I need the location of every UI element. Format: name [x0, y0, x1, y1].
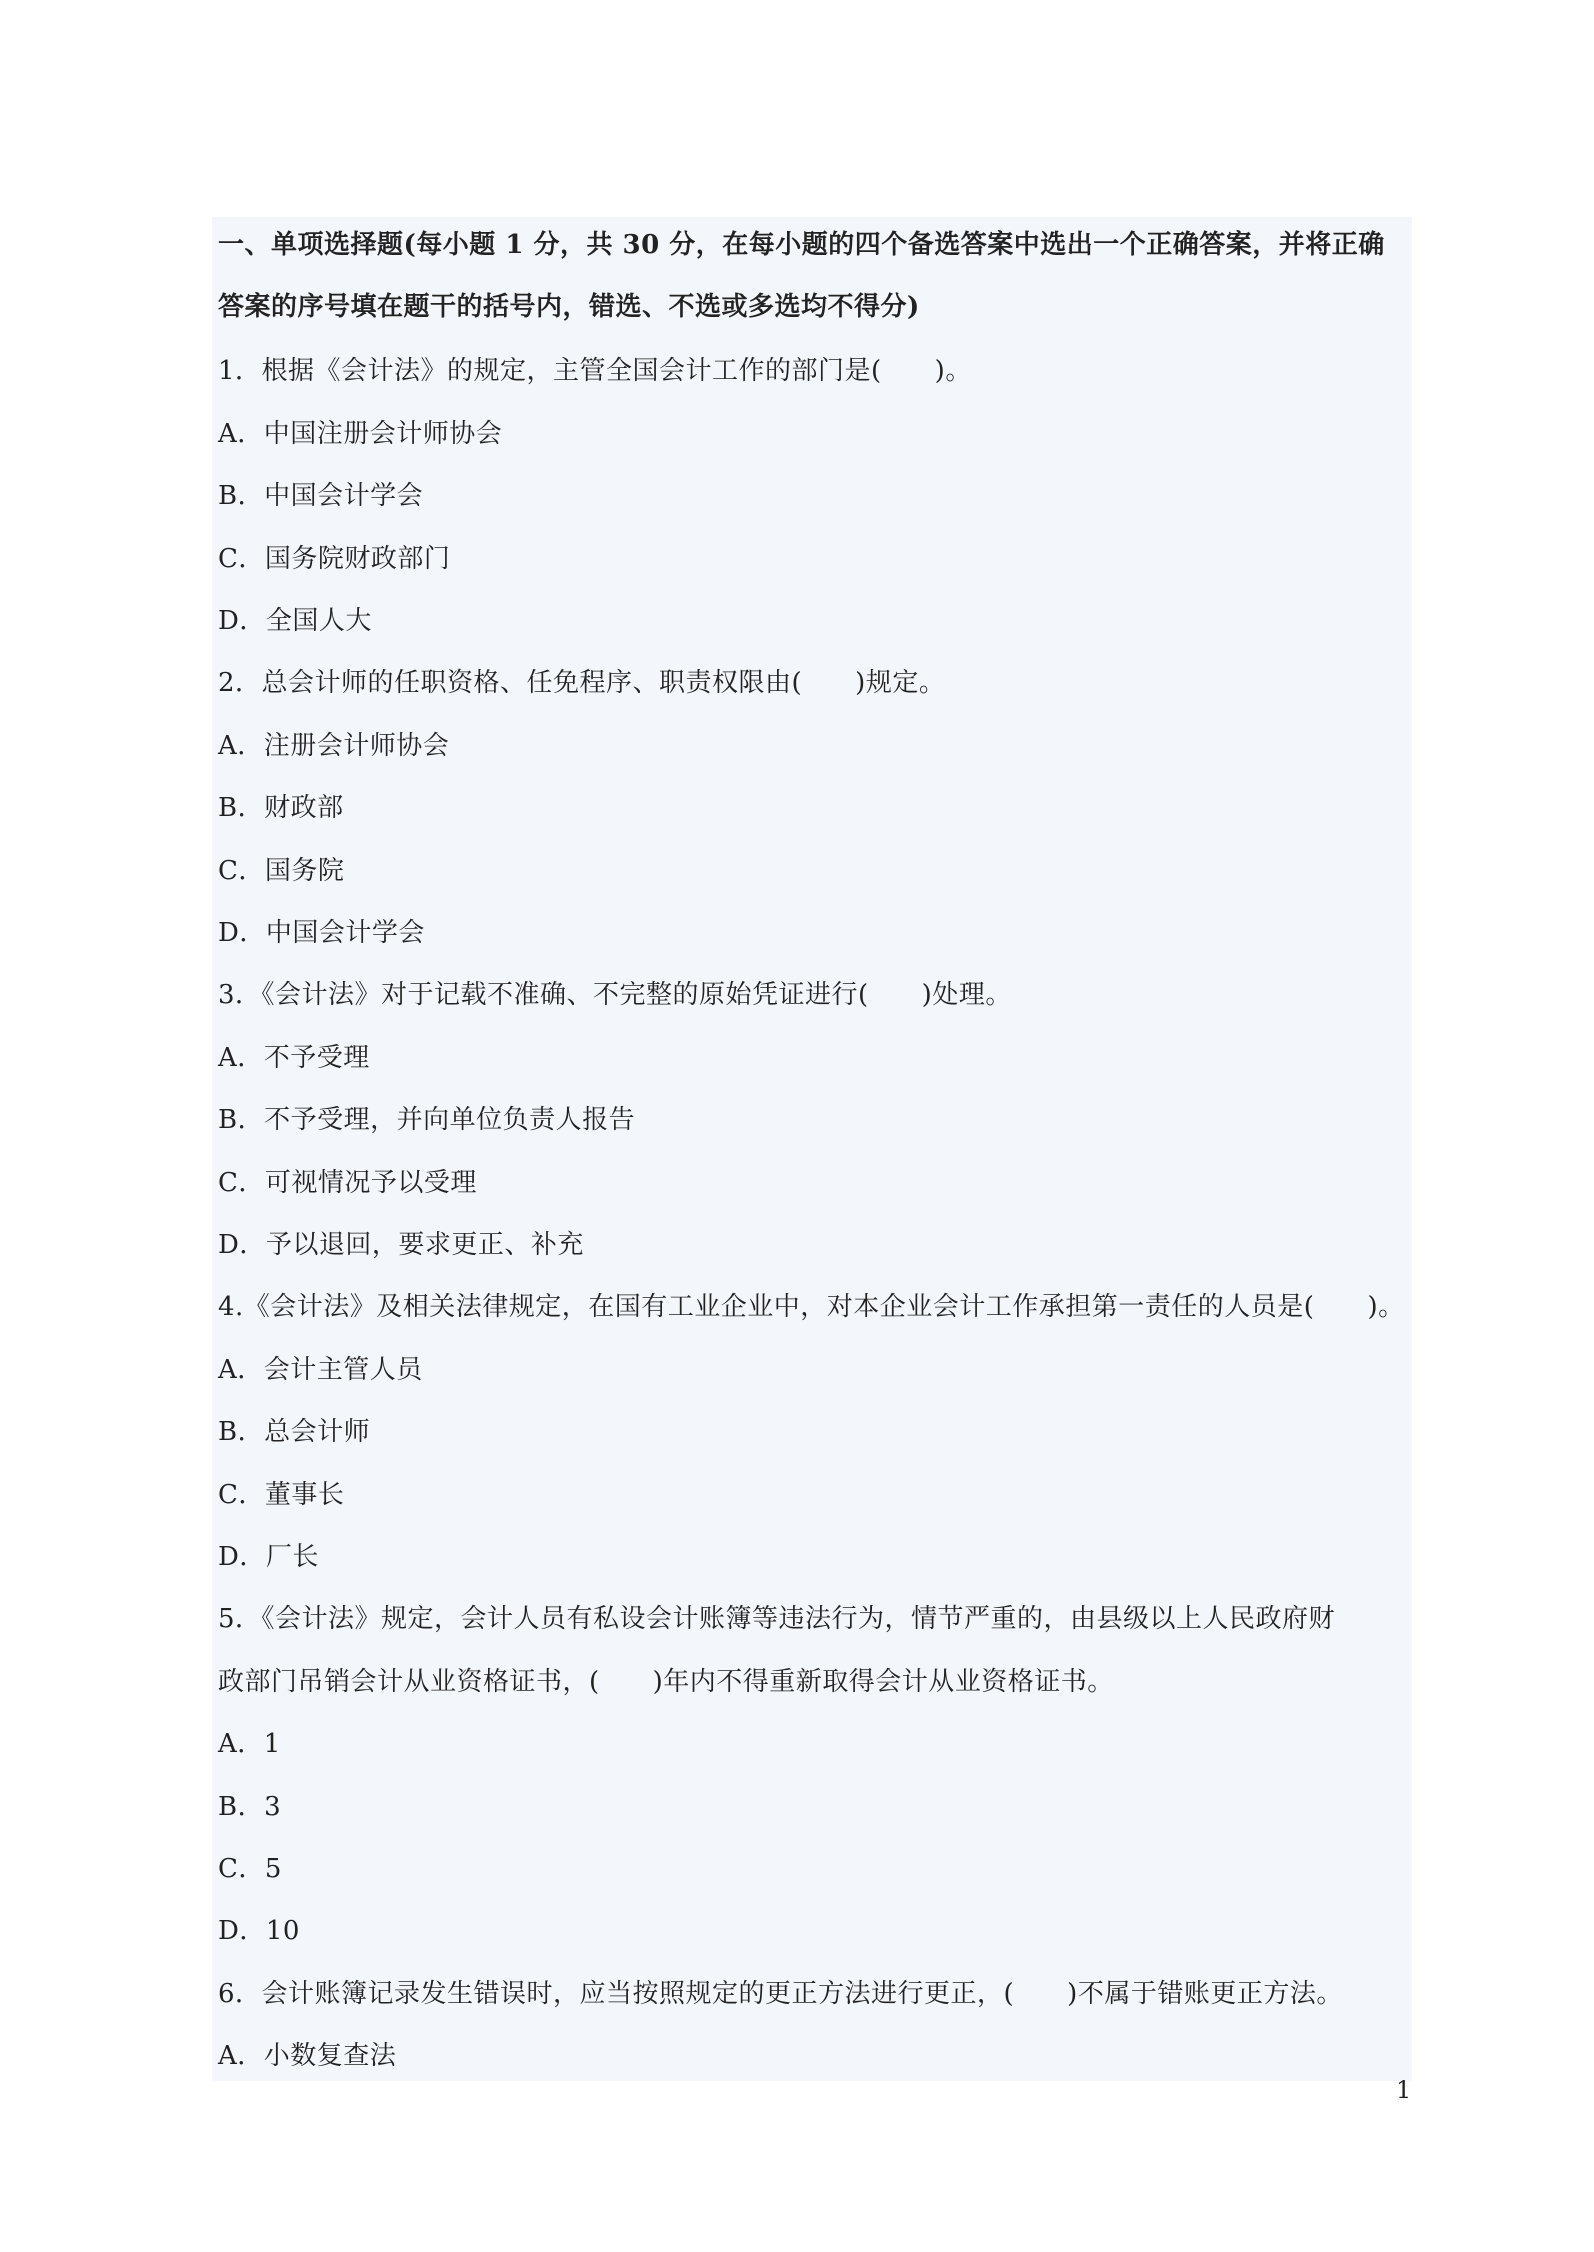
question-4-option-a: A．会计主管人员: [218, 1355, 423, 1385]
question-4-option-d: D．厂长: [218, 1542, 319, 1572]
question-2-option-b: B．财政部: [218, 793, 344, 823]
question-5-stem-line-1: 5．《会计法》规定，会计人员有私设会计账簿等违法行为，情节严重的，由县级以上人民政府财: [218, 1604, 1336, 1634]
question-4-stem: 4.《会计法》及相关法律规定，在国有工业企业中，对本企业会计工作承担第一责任的人员是( )。: [218, 1292, 1405, 1322]
question-2-stem: 2．总会计师的任职资格、任免程序、职责权限由( )规定。: [218, 668, 946, 698]
question-4-option-b: B．总会计师: [218, 1417, 371, 1447]
question-1-option-c: C．国务院财政部门: [218, 544, 451, 574]
question-2-option-d: D．中国会计学会: [218, 918, 425, 948]
question-3-option-c: C．可视情况予以受理: [218, 1168, 477, 1198]
section-heading-line-2: 答案的序号填在题干的括号内，错选、不选或多选均不得分): [218, 292, 920, 322]
question-3-option-d: D．予以退回，要求更正、补充: [218, 1230, 584, 1260]
question-1-stem: 1．根据《会计法》的规定，主管全国会计工作的部门是( )。: [218, 356, 972, 386]
question-5-option-d: D．10: [218, 1916, 300, 1946]
question-3-option-a: A．不予受理: [218, 1043, 370, 1073]
page-number: 1: [1396, 2076, 1412, 2104]
question-6-stem: 6．会计账簿记录发生错误时，应当按照规定的更正方法进行更正，( )不属于错账更正方法。: [218, 1979, 1343, 2009]
question-3-option-b: B．不予受理，并向单位负责人报告: [218, 1105, 636, 1135]
document-page-body: [212, 217, 1412, 2081]
question-4-option-c: C．董事长: [218, 1480, 345, 1510]
section-heading-line-1: 一、单项选择题(每小题 1 分，共 30 分，在每小题的四个备选答案中选出一个正确答案，并将正确: [218, 230, 1385, 260]
question-3-stem: 3．《会计法》对于记载不准确、不完整的原始凭证进行( )处理。: [218, 980, 1012, 1010]
question-5-option-a: A．1: [218, 1729, 281, 1759]
question-1-option-a: A．中国注册会计师协会: [218, 419, 503, 449]
question-1-option-d: D．全国人大: [218, 606, 372, 636]
question-2-option-c: C．国务院: [218, 856, 345, 886]
question-5-option-c: C．5: [218, 1854, 282, 1884]
question-5-stem-line-2: 政部门吊销会计从业资格证书，( )年内不得重新取得会计从业资格证书。: [218, 1667, 1114, 1697]
question-5-option-b: B．3: [218, 1792, 282, 1822]
question-1-option-b: B．中国会计学会: [218, 481, 424, 511]
question-2-option-a: A．注册会计师协会: [218, 731, 450, 761]
question-6-option-a: A．小数复查法: [218, 2041, 397, 2071]
